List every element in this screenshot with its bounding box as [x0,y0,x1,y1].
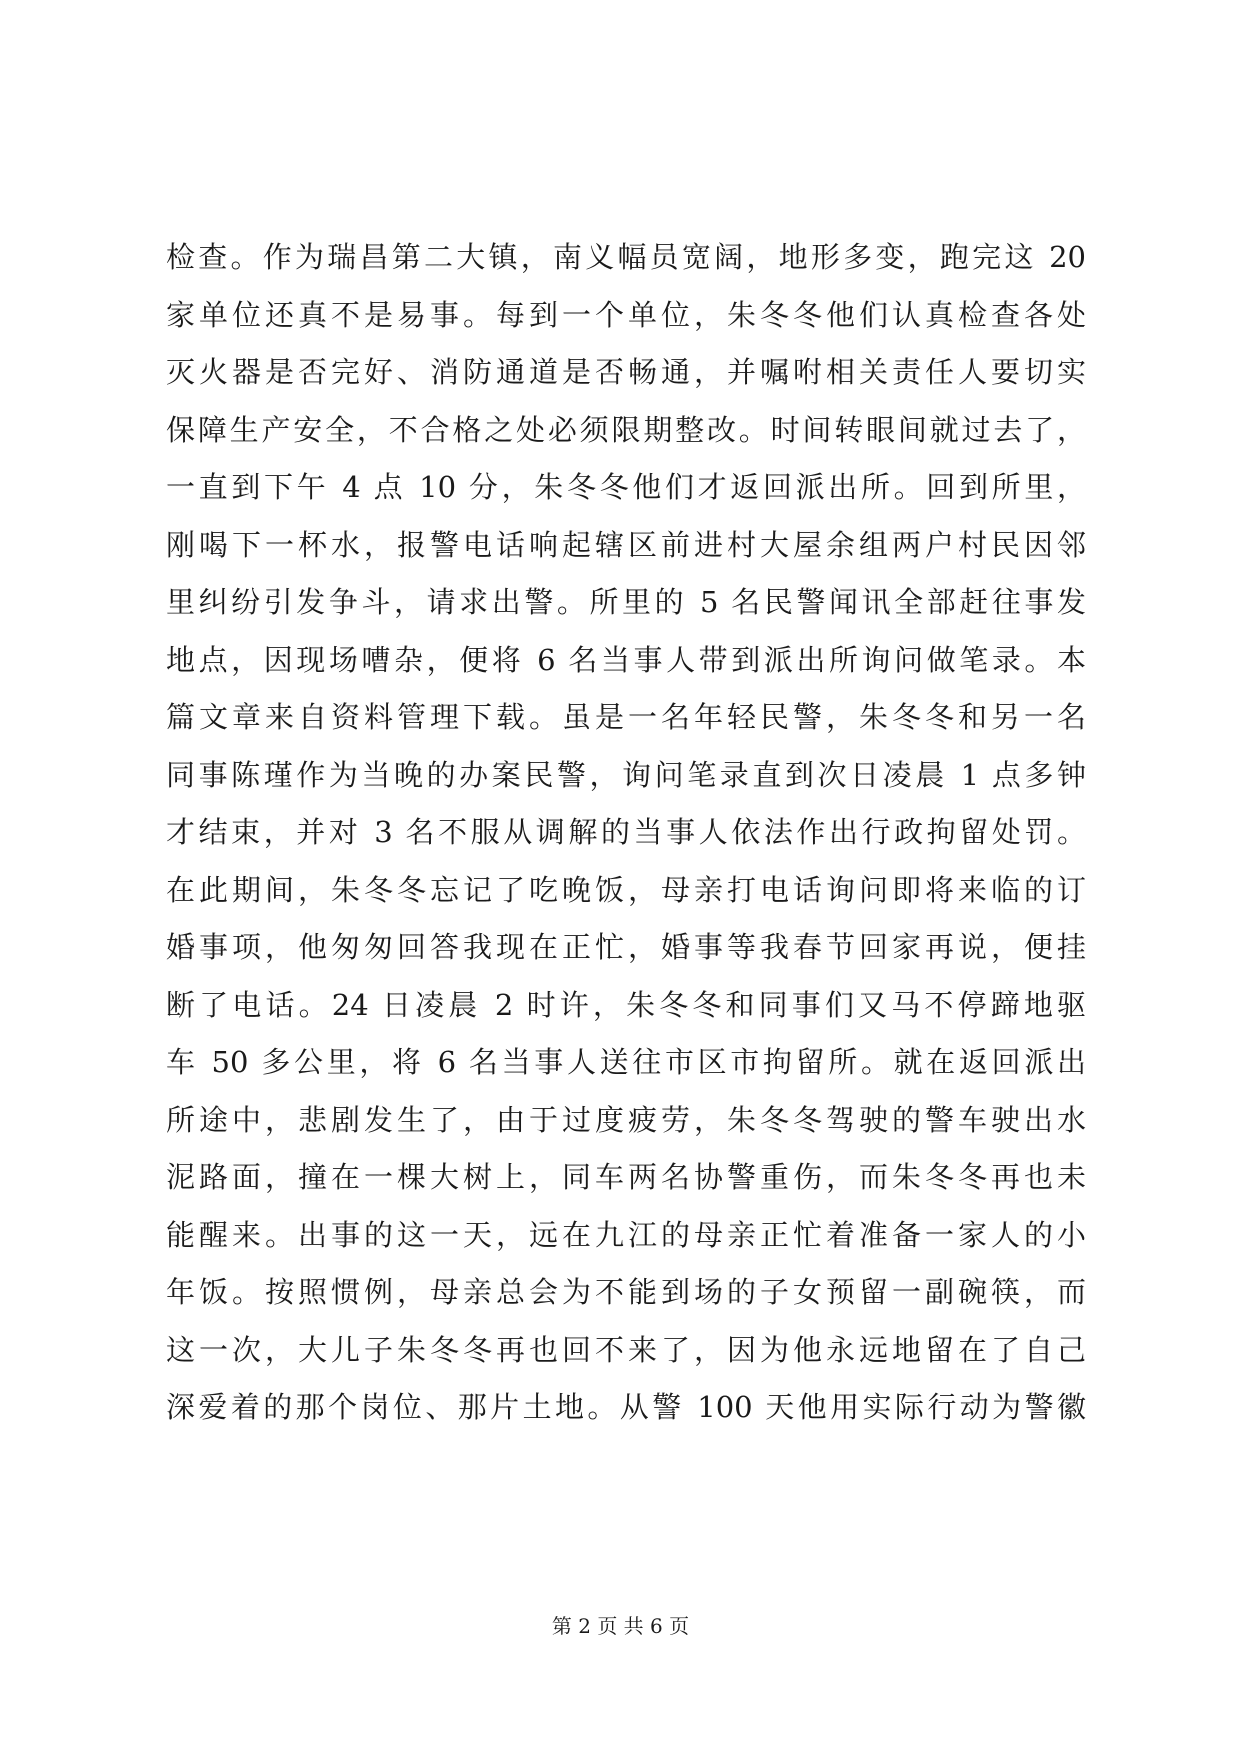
text-line: 所途中，悲剧发生了，由于过度疲劳，朱冬冬驾驶的警车驶出水 [166,1102,1086,1137]
page-footer: 第 2 页 共 6 页 [551,1614,690,1638]
text-line: 地点，因现场嘈杂，便将 6 名当事人带到派出所询问做笔录。本 [166,642,1086,677]
text-line: 检查。作为瑞昌第二大镇，南义幅员宽阔，地形多变，跑完这 20 [166,240,1086,274]
body-text [166,229,1086,1437]
text-line: 婚事项，他匆匆回答我现在正忙，婚事等我春节回家再说，便挂 [166,930,1086,964]
text-line: 这一次，大儿子朱冬冬再也回不来了，因为他永远地留在了自己 [166,1332,1086,1367]
text-line: 年饭。按照惯例，母亲总会为不能到场的子女预留一副碗筷，而 [166,1275,1086,1309]
text-line: 才结束，并对 3 名不服从调解的当事人依法作出行政拘留处罚。 [166,815,1086,849]
text-line: 断了电话。24 日凌晨 2 时许，朱冬冬和同事们又马不停蹄地驱 [166,987,1086,1022]
text-line: 保障生产安全，不合格之处必须限期整改。时间转眼间就过去了， [166,412,1086,447]
text-line: 车 50 多公里，将 6 名当事人送往市区市拘留所。就在返回派出 [166,1045,1086,1079]
text-line: 一直到下午 4 点 10 分，朱冬冬他们才返回派出所。回到所里， [166,470,1086,504]
text-line: 在此期间，朱冬冬忘记了吃晚饭，母亲打电话询问即将来临的订 [166,872,1086,907]
text-line: 灭火器是否完好、消防通道是否畅通，并嘱咐相关责任人要切实 [166,355,1086,389]
text-line: 篇文章来自资料管理下载。虽是一名年轻民警，朱冬冬和另一名 [166,700,1086,734]
text-line: 深爱着的那个岗位、那片土地。从警 100 天他用实际行动为警徽 [166,1390,1086,1424]
text-line: 刚喝下一杯水，报警电话响起辖区前进村大屋余组两户村民因邻 [166,527,1086,562]
text-line: 同事陈瑾作为当晚的办案民警，询问笔录直到次日凌晨 1 点多钟 [166,757,1086,792]
text-line: 能醒来。出事的这一天，远在九江的母亲正忙着准备一家人的小 [166,1217,1086,1252]
text-line: 家单位还真不是易事。每到一个单位，朱冬冬他们认真检查各处 [166,297,1086,332]
text-line: 泥路面，撞在一棵大树上，同车两名协警重伤，而朱冬冬再也未 [166,1160,1086,1194]
text-line: 里纠纷引发争斗，请求出警。所里的 5 名民警闻讯全部赶往事发 [166,585,1086,619]
